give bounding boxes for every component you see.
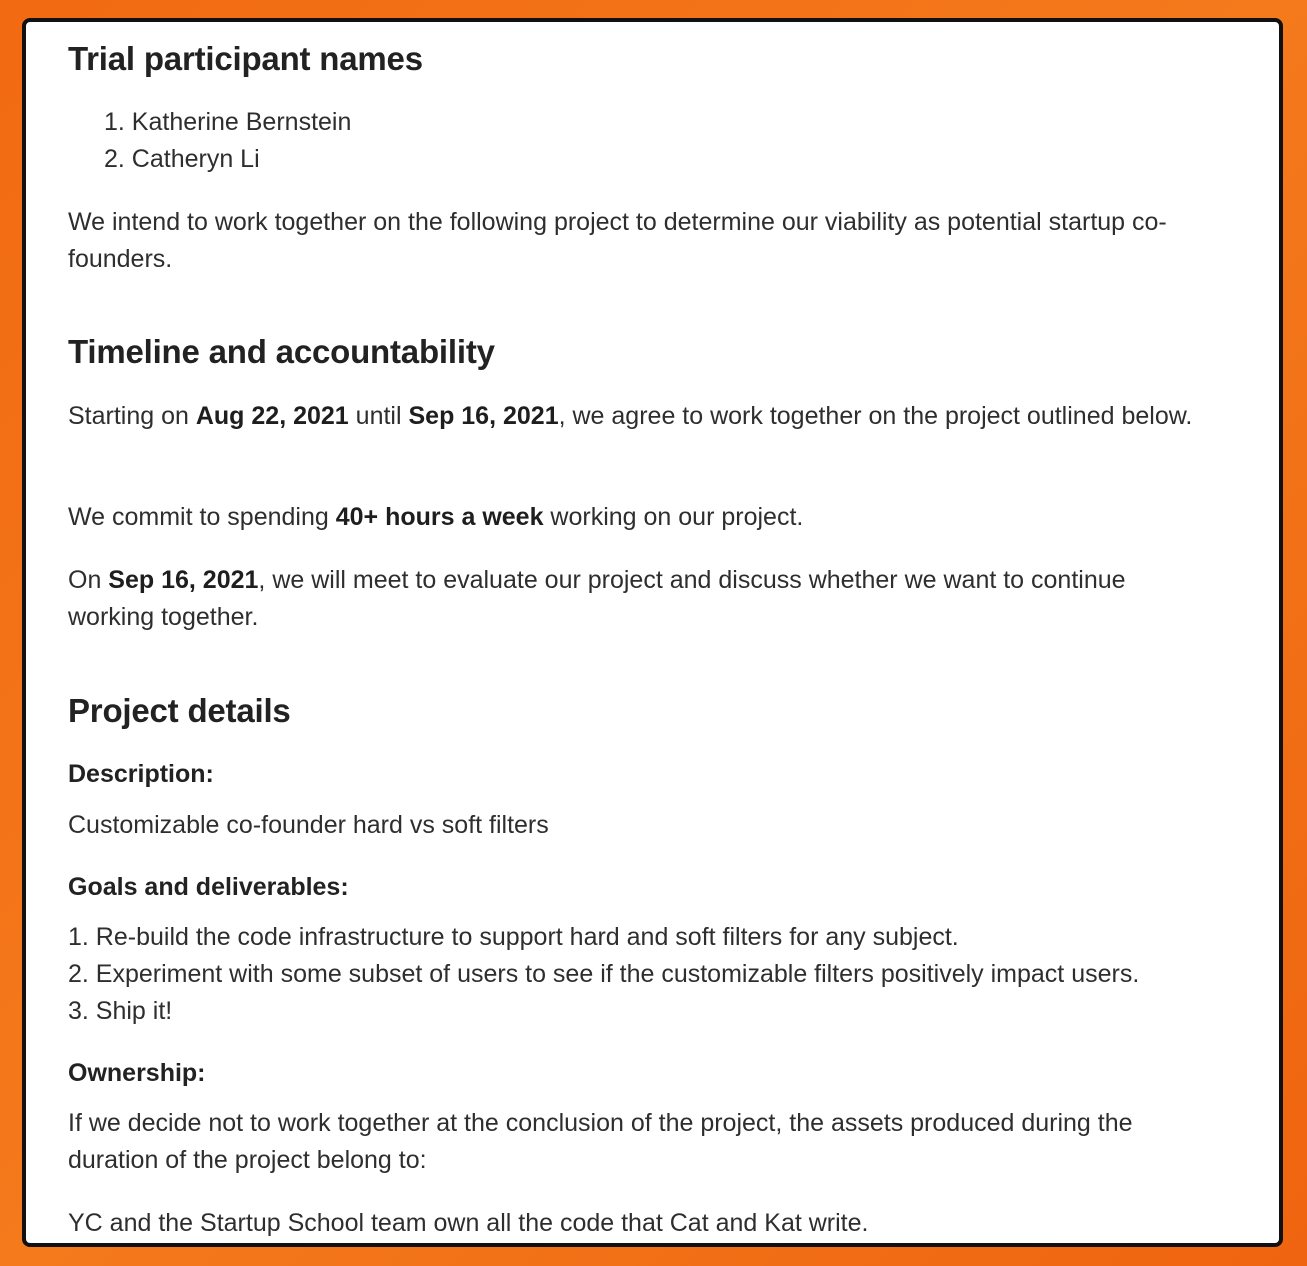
goals-label: Goals and deliverables:: [68, 873, 349, 901]
text-span: , we agree to work together on the project outlined below.: [558, 402, 1193, 430]
participant-item: 2. Catheryn Li: [104, 145, 260, 173]
commitment-paragraph: [68, 499, 1218, 536]
text-span: until: [348, 402, 409, 430]
goal-item: 1. Re-build the code infrastructure to support hard and soft filters for any subject.: [68, 923, 959, 951]
timeline-heading: Timeline and accountability: [68, 333, 495, 370]
text-span: We commit to spending: [68, 503, 336, 531]
goal-item: 2. Experiment with some subset of users to see if the customizable filters positively impact users.: [68, 960, 1140, 988]
evaluation-date: Sep 16, 2021: [108, 566, 259, 594]
goals-list: [68, 919, 1218, 1030]
text-span: working on our project.: [543, 503, 804, 531]
project-heading: Project details: [68, 692, 291, 729]
ownership-text: If we decide not to work together at the conclusion of the project, the assets produced during the duration of the project belong to:: [68, 1109, 1133, 1174]
timeline-dates-paragraph: [68, 398, 1208, 435]
participant-item: 1. Katherine Bernstein: [104, 108, 352, 136]
intent-paragraph: We intend to work together on the following project to determine our viability as potential startup co-founders.: [68, 208, 1167, 273]
description-text: Customizable co-founder hard vs soft filters: [68, 811, 549, 839]
ownership-answer: YC and the Startup School team own all the code that Cat and Kat write.: [68, 1209, 869, 1237]
participants-heading: Trial participant names: [68, 40, 423, 77]
text-span: , we will meet to evaluate our project and discuss whether we want to continue working together.: [68, 566, 1126, 631]
evaluation-paragraph: [68, 562, 1208, 636]
text-span: Starting on: [68, 402, 196, 430]
start-date: Aug 22, 2021: [195, 402, 349, 430]
goal-item: 3. Ship it!: [68, 997, 173, 1025]
end-date: Sep 16, 2021: [408, 402, 559, 430]
description-label: Description:: [68, 760, 214, 788]
ownership-label: Ownership:: [68, 1059, 206, 1087]
participant-list: [104, 104, 351, 178]
document-frame: [22, 18, 1283, 1247]
text-span: On: [68, 566, 109, 594]
hours-commitment: 40+ hours a week: [335, 503, 544, 531]
